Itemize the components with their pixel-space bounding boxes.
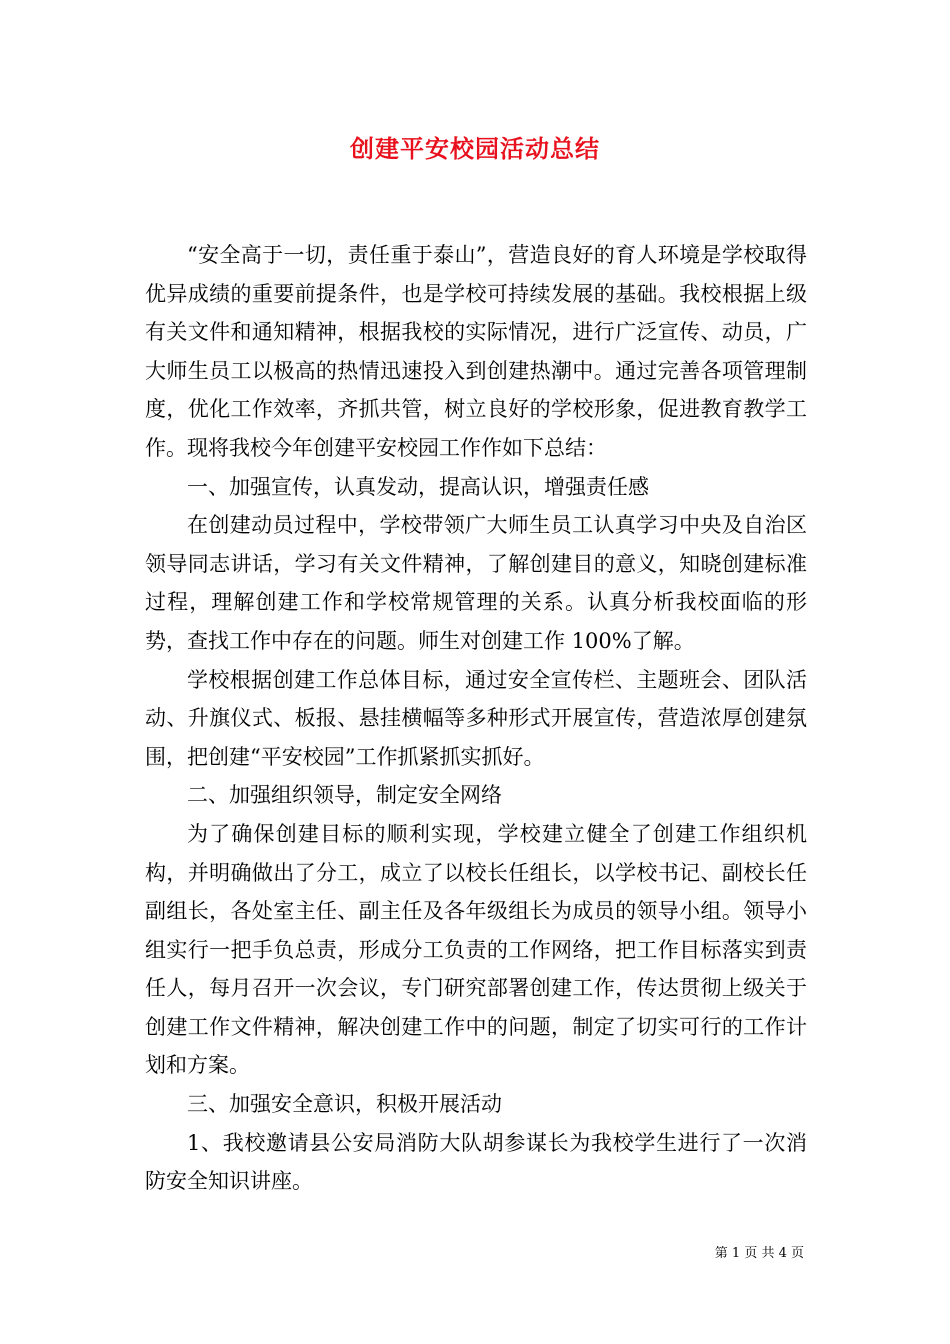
page-number-footer: 第 1 页 共 4 页 <box>714 1246 804 1261</box>
document-title: 创建平安校园活动总结 <box>350 134 600 163</box>
paragraph-3-1: 1、我校邀请县公安局消防大队胡参谋长为我校学生进行了一次消防安全知识讲座。 <box>145 1130 807 1194</box>
document-body <box>145 236 807 1201</box>
section-heading-2: 二、加强组织领导，制定安全网络 <box>187 783 502 808</box>
paragraph-1-1: 在创建动员过程中，学校带领广大师生员工认真学习中央及自治区领导同志讲话，学习有关文件精神，了解创建目的意义，知晓创建标准过程，理解创建工作和学校常规管理的关系。认真分析我校面临的形势，查找工作中存在的问题。师生对创建工作 100%了解。 <box>145 513 807 653</box>
section-heading-3: 三、加强安全意识，积极开展活动 <box>187 1092 502 1117</box>
paragraph-2-1: 为了确保创建目标的顺利实现，学校建立健全了创建工作组织机构，并明确做出了分工，成立了以校长任组长，以学校书记、副校长任副组长，各处室主任、副主任及各年级组长为成员的领导小组。领导小组实行一把手负总责，形成分工负责的工作网络，把工作目标落实到责任人，每月召开一次会议，专门研究部署创建工作，传达贯彻上级关于创建工作文件精神，解决创建工作中的问题，制定了切实可行的工作计划和方案。 <box>145 821 807 1078</box>
section-heading-1: 一、加强宣传，认真发动，提高认识，增强责任感 <box>187 474 649 499</box>
paragraph-intro: “安全高于一切，责任重于泰山”，营造良好的育人环境是学校取得优异成绩的重要前提条件，也是学校可持续发展的基础。我校根据上级有关文件和通知精神，根据我校的实际情况，进行广泛宣传、动员，广大师生员工以极高的热情迅速投入到创建热潮中。通过完善各项管理制度，优化工作效率，齐抓共管，树立良好的学校形象，促进教育教学工作。现将我校今年创建平安校园工作作如下总结： <box>145 243 807 460</box>
paragraph-1-2: 学校根据创建工作总体目标，通过安全宣传栏、主题班会、团队活动、升旗仪式、板报、悬挂横幅等多种形式开展宣传，营造浓厚创建氛围，把创建“平安校园”工作抓紧抓实抓好。 <box>145 667 807 769</box>
